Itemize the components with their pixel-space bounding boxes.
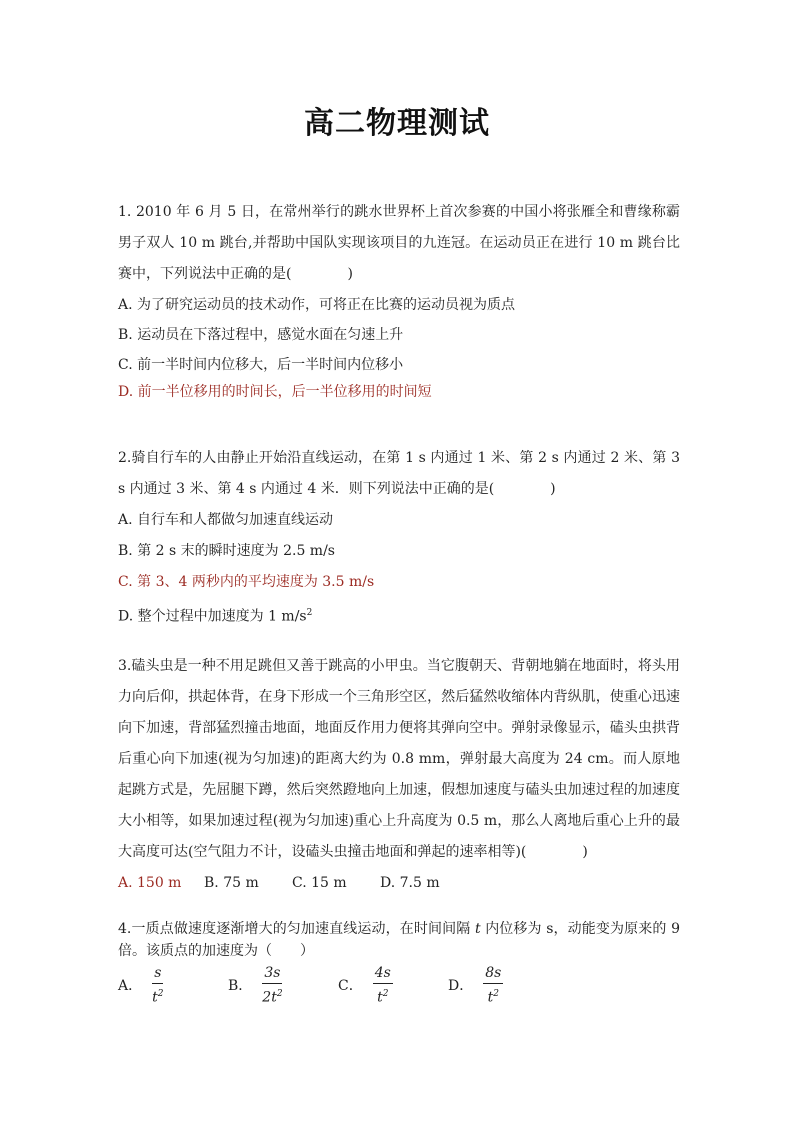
question-2-option-d-exponent: 2 — [306, 608, 313, 618]
option-letter: B． — [228, 978, 253, 994]
fraction-numerator: s — [152, 965, 163, 984]
question-3-option-b: B. 75 m — [204, 875, 259, 891]
question-1-option-d: D. 前一半位移用的时间长，后一半位移用的时间短 — [118, 384, 432, 400]
fraction — [262, 965, 282, 1006]
question-3-option-d: D. 7.5 m — [380, 875, 440, 891]
question-2-option-c: C. 第 3、4 两秒内的平均速度为 3.5 m/s — [118, 574, 375, 590]
question-3 — [118, 651, 680, 899]
fraction-denominator — [152, 984, 163, 1006]
denominator-text: t — [487, 989, 494, 1006]
question-4 — [118, 918, 680, 1006]
fraction-numerator: 4s — [373, 965, 393, 984]
fraction — [373, 965, 393, 1006]
option-letter: A． — [118, 978, 143, 994]
fraction-numerator: 8s — [483, 965, 503, 984]
question-3-option-a: A. 150 m — [118, 875, 182, 891]
denominator-text: t — [152, 989, 158, 1006]
page-title: 高二物理测试 — [304, 106, 490, 141]
fraction — [152, 965, 163, 1006]
question-2-stem: 2.骑自行车的人由静止开始沿直线运动，在第 1 s 内通过 1 米、第 2 s 内通过 2 米、第 3 s 内通过 3 米、第 4 s 内通过 4 米．则下列说法中正确的是( ) — [118, 450, 680, 497]
question-4-option-a — [118, 965, 228, 1006]
question-4-option-d — [448, 965, 558, 1006]
question-3-option-c: C. 15 m — [292, 875, 347, 891]
question-2 — [118, 443, 680, 629]
denominator-text: 2t — [262, 989, 277, 1006]
question-4-stem-part-2: 内位移为 s，动能变为原来的 9 倍。该质点的加速度为（ ） — [118, 921, 680, 959]
question-1 — [118, 197, 680, 404]
question-2-option-b: B. 第 2 s 末的瞬时速度为 2.5 m/s — [118, 543, 335, 559]
question-1-option-a: A. 为了研究运动员的技术动作，可将正在比赛的运动员视为质点 — [118, 297, 516, 313]
question-3-stem: 3.磕头虫是一种不用足跳但又善于跳高的小甲虫。当它腹朝天、背朝地躺在地面时，将头用力向后仰，拱起体背，在身下形成一个三角形空区，然后猛然收缩体内背纵肌，使重心迅速向下加速，背部猛烈撞击地面，地面反作用力便将其弹向空中。弹射录像显示，磕头虫拱背后重心向下加速(视为匀加速)的距离大约为 0.8 mm，弹射最大高度为 24 cm。而人原地起跳方式是，先屈腿下蹲，然后突然蹬地向上加速，假想加速度与磕头虫加速过程的加速度大小相等，如果加速过程(视为匀加速)重心上升高度为 0.5 m，那么人离地后重心上升的最大高度可达(空气阻力不计，设磕头虫撞击地面和弹起的速率相等)( ) — [118, 658, 680, 860]
question-2-option-a: A. 自行车和人都做匀加速直线运动 — [118, 512, 334, 528]
denominator-exponent: 2 — [382, 988, 389, 999]
question-2-option-d-text: D. 整个过程中加速度为 1 m/s — [118, 608, 307, 625]
fraction-numerator: 3s — [262, 965, 282, 984]
question-4-stem-part-1: 4.一质点做速度逐渐增大的匀加速直线运动，在时间间隔 — [118, 921, 471, 937]
question-3-options — [118, 868, 680, 899]
question-4-stem — [118, 918, 680, 962]
fraction-denominator — [488, 984, 499, 1006]
option-letter: C． — [338, 978, 363, 994]
question-4-stem-variable: t — [474, 921, 481, 937]
option-letter: D． — [448, 978, 474, 994]
question-2-option-d — [118, 598, 680, 629]
denominator-exponent: 2 — [493, 988, 499, 999]
question-1-option-c: C. 前一半时间内位移大，后一半时间内位移小 — [118, 357, 404, 373]
question-4-option-c — [338, 965, 448, 1006]
question-4-options — [118, 964, 680, 1006]
fraction-denominator — [262, 984, 282, 1006]
denominator-text: t — [377, 989, 383, 1006]
question-1-stem: 1. 2010 年 6 月 5 日，在常州举行的跳水世界杯上首次参赛的中国小将张雁全和曹缘称霸男子双人 10 m 跳台,并帮助中国队实现该项目的九连冠。在运动员正在进行 10 m 跳台比赛中，下列说法中正确的是( ) — [118, 204, 680, 282]
denominator-exponent: 2 — [276, 988, 283, 999]
question-4-option-b — [228, 965, 338, 1006]
question-1-option-b: B. 运动员在下落过程中，感觉水面在匀速上升 — [118, 327, 404, 343]
denominator-exponent: 2 — [157, 988, 164, 999]
fraction — [483, 965, 503, 1006]
fraction-denominator — [377, 984, 388, 1006]
